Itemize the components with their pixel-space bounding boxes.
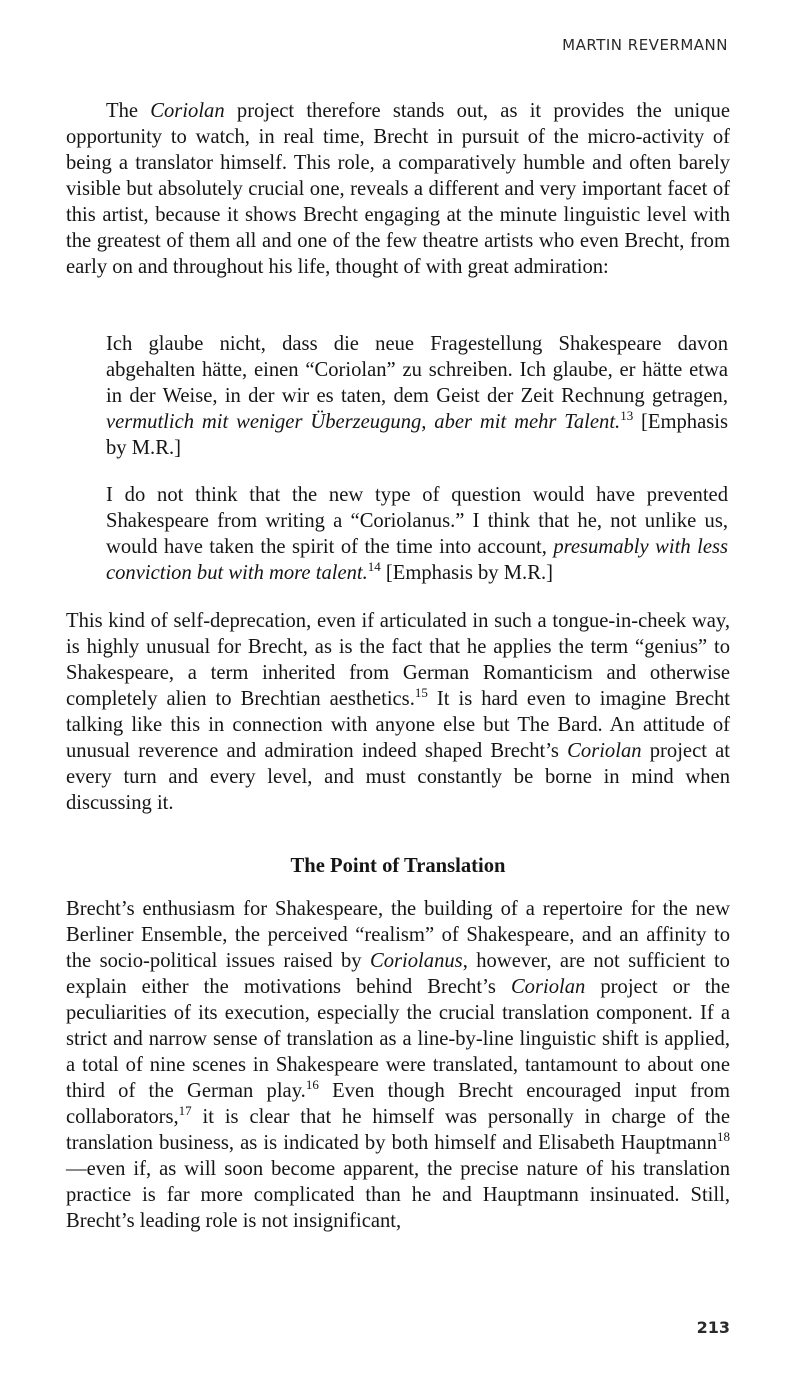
italic-title: Coriolan bbox=[510, 976, 586, 998]
emphasis: presumably with less conviction but with more talent. bbox=[106, 536, 728, 584]
italic-title: Coriolan bbox=[567, 740, 642, 762]
footnote-ref[interactable]: 15 bbox=[414, 685, 428, 700]
paragraph-self-deprecation: This kind of self-deprecation, even if articulated in such a tongue-in-cheek way, is highly unusual for Brecht, as is the fact that he applies the term “genius” to Shakespeare, a term inherited from German Romanticism and otherwise completely alien to Brechtian aesthetics.$^{15}$ It is hard even to imagine Brecht talking like this in connection with anyone else but The Bard. An attitude of unusual reverence and admiration indeed shaped Brecht’s Coriolan project at every turn and every level, and must constantly be borne in mind when discussing it. bbox=[66, 610, 730, 814]
footnote-ref[interactable]: 17 bbox=[178, 1103, 192, 1118]
emphasis: vermutlich mit weniger Überzeugung, aber mit mehr Talent. bbox=[106, 411, 621, 433]
page-number: 213 bbox=[696, 1318, 730, 1337]
paragraph-intro: The Coriolan project therefore stands out, as it provides the unique opportunity to watch, in real time, Brecht in pursuit of the micro-activity of being a translator himself. This role, a comparatively humble and often barely visible but absolutely crucial one, reveals a different and very important facet of this artist, because it shows Brecht engaging at the minute linguistic level with the greatest of them all and one of the few theatre artists who even Brecht, from early on and throughout his life, thought of with great admiration: bbox=[66, 100, 730, 278]
running-head: MARTIN REVERMANN bbox=[562, 36, 728, 54]
paragraph-translation: Brecht’s enthusiasm for Shakespeare, the building of a repertoire for the new Berliner Ensemble, the perceived “realism” of Shakespeare, and an affinity to the socio-political issues raised by Coriolanus, however, are not sufficient to explain either the motivations behind Brecht’s Coriolan project or the peculiarities of its execution, especially the crucial translation component. If a strict and narrow sense of translation as a line-by-line linguistic shift is applied, a total of nine scenes in Shakespeare were translated, tantamount to about one third of the German play.$^{16}$ Even though Brecht encouraged input from collaborators,$^{17}$ it is clear that he himself was personally in charge of the translation business, as is indicated by both himself and Elisabeth Hauptmann$^{18}$—even if, as will soon become apparent, the precise nature of his translation practice is far more complicated than he and Hauptmann insinuated. Still, Brecht’s leading role is not insignificant, bbox=[66, 898, 730, 1232]
block-quote-english: I do not think that the new type of question would have prevented Shakespeare from writing a “Coriolanus.” I think that he, not unlike us, would have taken the spirit of the time into account, presumably with less conviction but with more talent.$^{14}$ [Emphasis by M.R.] bbox=[106, 484, 728, 584]
italic-title: Coriolan bbox=[150, 100, 225, 122]
footnote-ref[interactable]: 14 bbox=[367, 559, 381, 574]
section-heading: The Point of Translation bbox=[290, 855, 506, 877]
footnote-ref[interactable]: 16 bbox=[305, 1077, 319, 1092]
footnote-ref[interactable]: 13 bbox=[620, 408, 634, 423]
footnote-ref[interactable]: 18 bbox=[717, 1129, 730, 1144]
block-quote-german: Ich glaube nicht, dass die neue Fragestellung Shakespeare davon abgehalten hätte, einen “Coriolan” zu schreiben. Ich glaube, er hätte etwa in der Weise, in der wir es taten, dem Geist der Zeit Rechnung getragen, vermutlich mit weniger Überzeugung, aber mit mehr Talent.$^{13}$ [Emphasis by M.R.] bbox=[106, 333, 728, 459]
italic-title: Coriolanus bbox=[369, 950, 463, 972]
